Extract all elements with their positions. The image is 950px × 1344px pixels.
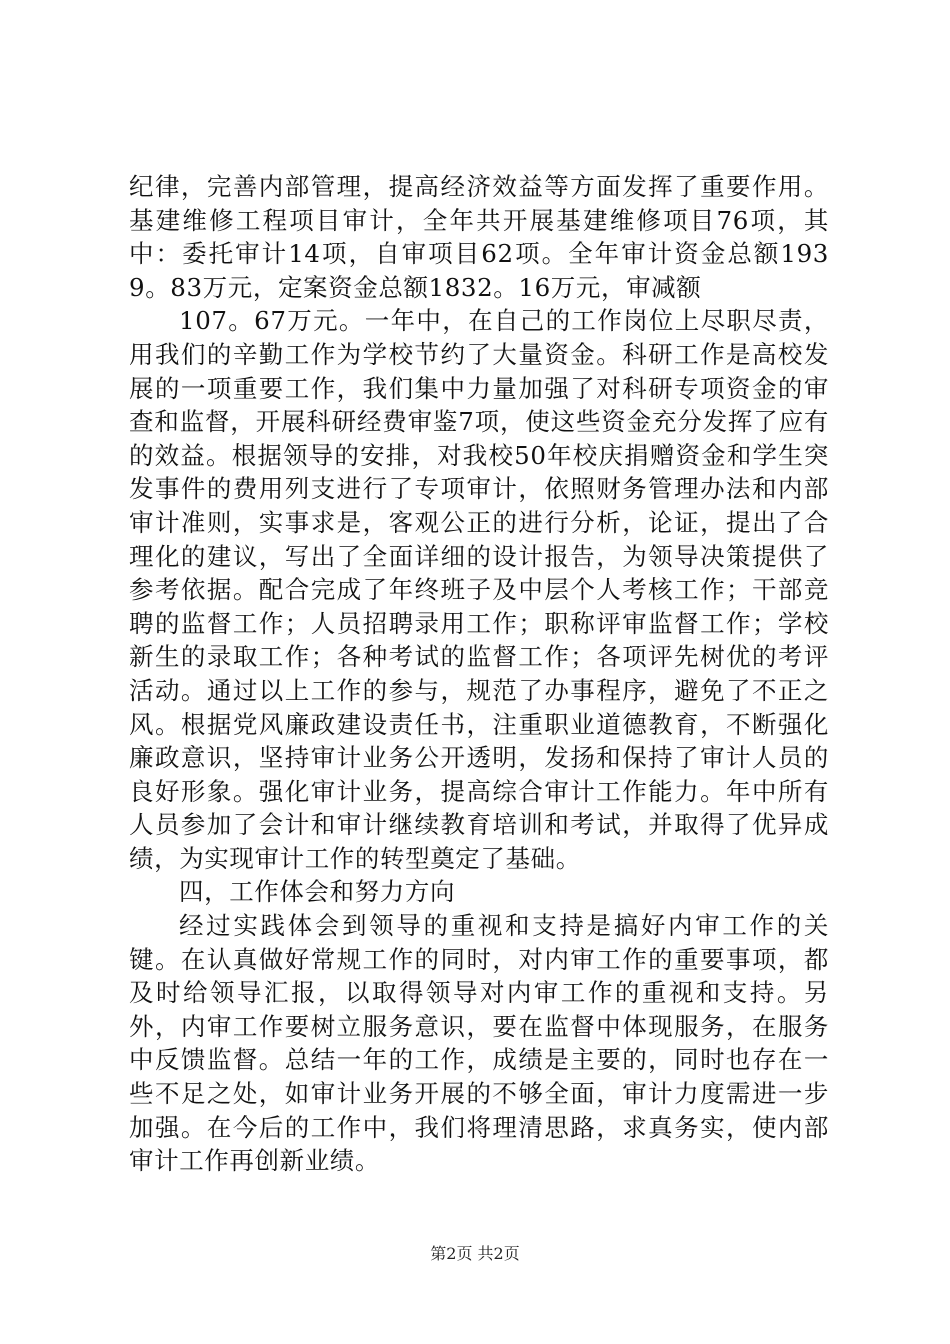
- document-body: [129, 170, 829, 1178]
- paragraph-1: 纪律，完善内部管理，提高经济效益等方面发挥了重要作用。基建维修工程项目审计，全年共开展基建维修项目76项，其中：委托审计14项，自审项目62项。全年审计资金总额1939。83万元，定案资金总额1832。16万元，审减额: [129, 172, 829, 302]
- paragraph-3: 经过实践体会到领导的重视和支持是搞好内审工作的关键。在认真做好常规工作的同时，对内审工作的重要事项，都及时给领导汇报，以取得领导对内审工作的重视和支持。另外，内审工作要树立服务意识，要在监督中体现服务，在服务中反馈监督。总结一年的工作，成绩是主要的，同时也存在一些不足之处，如审计业务开展的不够全面，审计力度需进一步加强。在今后的工作中，我们将理清思路，求真务实，使内部审计工作再创新业绩。: [129, 911, 829, 1176]
- page-number-footer: 第2页 共2页: [430, 1244, 520, 1263]
- section-heading: 四，工作体会和努力方向: [179, 877, 456, 907]
- paragraph-2: 107。67万元。一年中，在自己的工作岗位上尽职尽责，用我们的辛勤工作为学校节约了大量资金。科研工作是高校发展的一项重要工作，我们集中力量加强了对科研专项资金的审查和监督，开展科研经费审鉴7项，使这些资金充分发挥了应有的效益。根据领导的安排，对我校50年校庆捐赠资金和学生突发事件的费用列支进行了专项审计，依照财务管理办法和内部审计准则，实事求是，客观公正的进行分析，论证，提出了合理化的建议，写出了全面详细的设计报告，为领导决策提供了参考依据。配合完成了年终班子及中层个人考核工作；干部竞聘的监督工作；人员招聘录用工作；职称评审监督工作；学校新生的录取工作；各种考试的监督工作；各项评先树优的考评活动。通过以上工作的参与，规范了办事程序，避免了不正之风。根据党风廉政建设责任书，注重职业道德教育，不断强化廉政意识，坚持审计业务公开透明，发扬和保持了审计人员的良好形象。强化审计业务，提高综合审计工作能力。年中所有人员参加了会计和审计继续教育培训和考试，并取得了优异成绩，为实现审计工作的转型奠定了基础。: [129, 306, 829, 873]
